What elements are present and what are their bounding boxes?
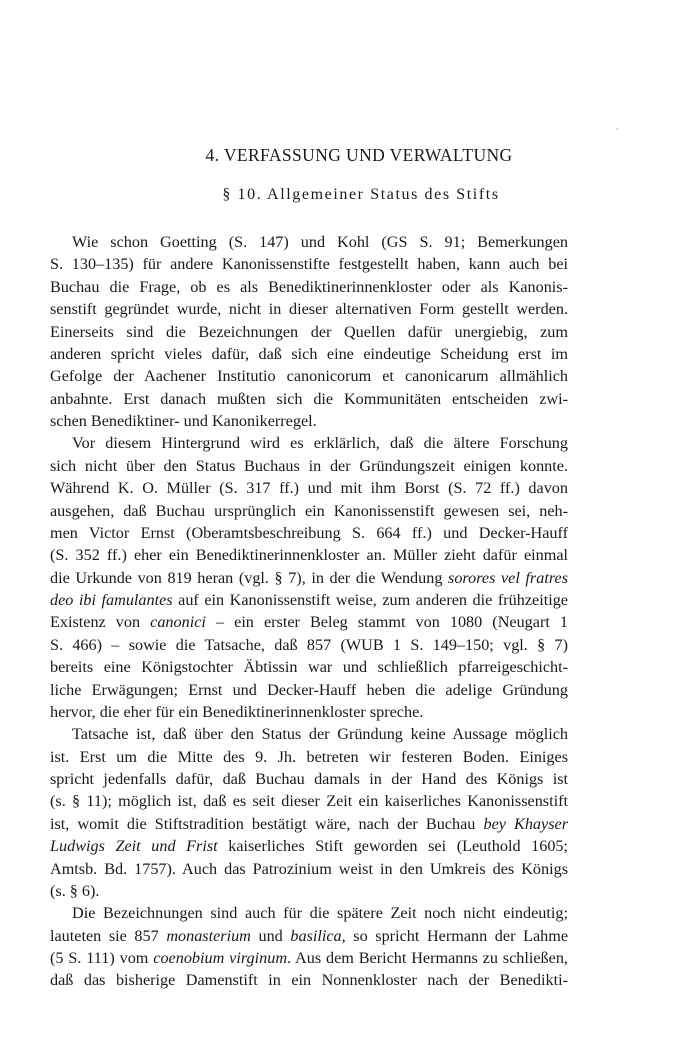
italic-text: sorores vel fratres: [448, 568, 568, 587]
text-line: [50, 432, 568, 454]
line-text: Existenz von: [50, 613, 151, 632]
italic-text: basilica: [290, 926, 342, 945]
line-text: Vor diesem Hintergrund wird es erklärlich, daß die ältere Forschung: [72, 434, 568, 453]
text-line: [50, 567, 568, 589]
text-line: [50, 746, 568, 768]
line-text: auf ein Kanonissenstift weise, zum anderen die frühzeitige: [172, 591, 568, 609]
line-text: ist. Erst um die Mitte des 9. Jh. betreten wir festeren Boden. Einiges: [50, 747, 568, 766]
text-line: [50, 298, 568, 320]
text-line: [50, 522, 568, 544]
text-line: [50, 880, 568, 902]
line-text: schen Benediktiner- und Kanonikerregel.: [50, 412, 317, 430]
text-line: [50, 253, 568, 275]
line-text: (5 S. 111) vom: [50, 949, 154, 967]
text-line: [50, 477, 568, 499]
text-line: [50, 835, 568, 857]
italic-text: canonici: [150, 613, 206, 632]
line-text: ist, womit die Stiftstradition bestätigt wäre, nach der Buchau: [50, 814, 484, 833]
text-line: [50, 500, 568, 522]
line-text: Amtsb. Bd. 1757). Auch das Patrozinium weist in den Umkreis des Königs: [50, 859, 568, 878]
text-line: [50, 723, 568, 745]
line-text: anbahnte. Erst danach mußten sich die Kommunitäten entscheiden zwi-: [50, 389, 568, 408]
line-text: hervor, die eher für ein Benediktinerinnenkloster spreche.: [50, 702, 424, 721]
line-text: ausgehen, daß Buchau ursprünglich ein Kanonissenstift gewesen sei, neh-: [50, 501, 568, 520]
italic-text: Ludwigs Zeit und Frist: [50, 837, 218, 856]
line-text: Einerseits sind die Bezeichnungen der Quellen dafür unergiebig, zum: [50, 322, 568, 341]
text-line: [50, 768, 568, 790]
text-line: [50, 902, 568, 924]
line-text: spricht jedenfalls dafür, daß Buchau damals in der Hand des Königs ist: [50, 770, 568, 788]
text-line: [50, 343, 568, 365]
text-line: [50, 969, 568, 991]
section-heading: § 10. Allgemeiner Status des Stifts: [222, 186, 500, 203]
line-text: Während K. O. Müller (S. 317 ff.) und mit ihm Borst (S. 72 ff.) davon: [50, 479, 568, 498]
line-text: . Aus dem Bericht Hermanns zu schließen,: [287, 949, 568, 967]
text-line: [50, 925, 568, 947]
line-text: (S. 352 ff.) eher ein Benediktinerinnenkloster an. Müller zieht dafür einmal: [50, 546, 568, 565]
text-line: [50, 634, 568, 656]
text-line: [50, 544, 568, 566]
line-text: , so spricht Hermann der Lahme: [341, 926, 569, 945]
line-text: men Victor Ernst (Oberamtsbeschreibung S. 664 ff.) und Decker-Hauff: [50, 523, 568, 542]
line-text: sich nicht über den Status Buchaus in der Gründungszeit einigen konnte.: [50, 456, 568, 475]
line-text: Tatsache ist, daß über den Status der Gründung keine Aussage möglich: [72, 725, 568, 744]
line-text: anderen spricht vieles dafür, daß sich eine eindeutige Scheidung erst im: [50, 344, 568, 363]
text-line: [50, 410, 568, 432]
italic-text: deo ibi famulantes: [50, 591, 173, 609]
body-text: [50, 231, 568, 992]
line-text: S. 130–135) für andere Kanonissenstifte festgestellt haben, kann auch bei: [50, 255, 568, 274]
line-text: die Urkunde von 819 heran (vgl. § 7), in der die Wendung: [50, 568, 449, 587]
line-text: Die Bezeichnungen sind auch für die spätere Zeit noch nicht eindeutig;: [72, 904, 568, 923]
italic-text: monasterium: [166, 926, 251, 945]
text-line: [50, 365, 568, 387]
line-text: Wie schon Goetting (S. 147) und Kohl (GS S. 91; Bemerkungen: [72, 233, 568, 251]
line-text: Gefolge der Aachener Institutio canonicorum et canonicarum allmählich: [50, 367, 568, 386]
text-line: [50, 656, 568, 678]
line-text: lauteten sie 857: [50, 926, 167, 945]
text-line: [50, 321, 568, 343]
line-text: senstift gegründet wurde, nicht in dieser alternativen Form gestellt werden.: [50, 300, 568, 319]
text-line: [50, 231, 568, 253]
text-line: [50, 947, 568, 969]
line-text: daß das bisherige Damenstift in ein Nonnenkloster nach der Benedikti-: [50, 971, 568, 990]
line-text: (s. § 11); möglich ist, daß es seit dieser Zeit ein kaiserliches Kanonissenstift: [50, 792, 568, 811]
text-line: [50, 679, 568, 701]
line-text: liche Erwägungen; Ernst und Decker-Hauff heben die adelige Gründung: [50, 680, 568, 699]
text-line: [50, 790, 568, 812]
text-line: [50, 276, 568, 298]
line-text: kaiserliches Stift geworden sei (Leuthold 1605;: [217, 837, 569, 856]
scan-speck: [616, 128, 618, 130]
text-line: [50, 589, 568, 611]
italic-text: coenobium virginum: [153, 949, 288, 967]
line-text: Buchau die Frage, ob es als Benediktinerinnenkloster oder als Kanonis-: [50, 277, 568, 296]
italic-text: bey Khayser: [483, 814, 568, 833]
text-line: [50, 388, 568, 410]
text-line: [50, 813, 568, 835]
text-line: [50, 455, 568, 477]
line-text: und: [250, 926, 291, 945]
line-text: bereits eine Königstochter Äbtissin war und schließlich pfarreigeschicht-: [50, 658, 568, 677]
text-line: [50, 858, 568, 880]
text-line: [50, 611, 568, 633]
text-line: [50, 701, 568, 723]
line-text: (s. § 6).: [50, 881, 100, 900]
chapter-heading: 4. VERFASSUNG UND VERWALTUNG: [205, 145, 513, 165]
line-text: S. 466) – sowie die Tatsache, daß 857 (WUB 1 S. 149–150; vgl. § 7): [50, 635, 568, 654]
line-text: – ein erster Beleg stammt von 1080 (Neugart 1: [205, 613, 568, 632]
